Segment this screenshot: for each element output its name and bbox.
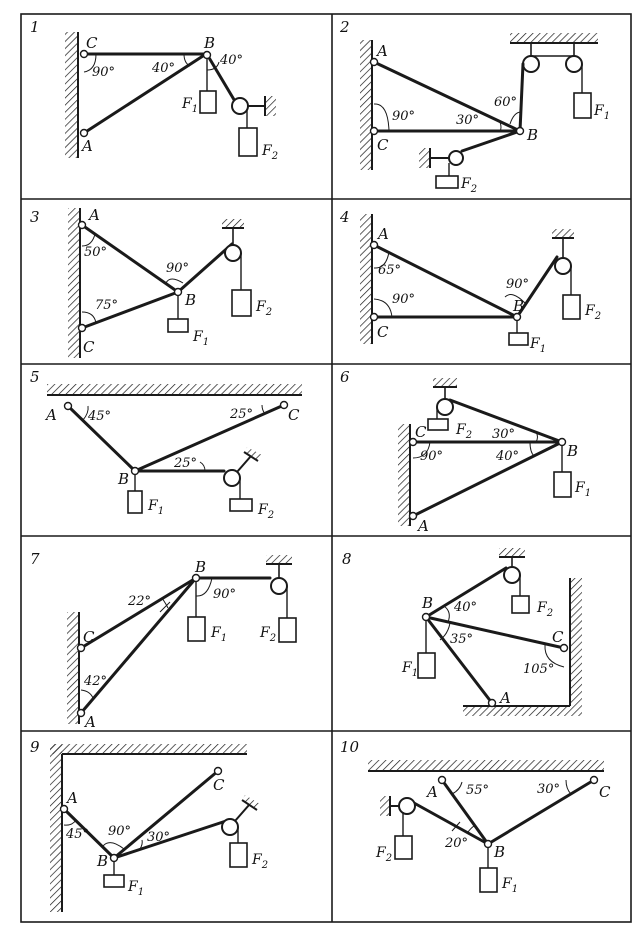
load-box-f2 bbox=[395, 836, 412, 859]
panel-number: 3 bbox=[30, 208, 40, 226]
point-label-b: B bbox=[422, 594, 434, 612]
angle-label: 22° bbox=[128, 594, 152, 609]
point-label-c: C bbox=[83, 338, 95, 356]
angle-label: 90° bbox=[506, 277, 530, 292]
ceiling-support bbox=[499, 548, 525, 557]
angle-label: 40° bbox=[496, 449, 520, 464]
load-box-f2 bbox=[230, 843, 247, 867]
force-label-f1: $F_1$ bbox=[530, 336, 547, 355]
ceiling-support bbox=[510, 33, 598, 43]
load-box-f1 bbox=[418, 653, 435, 678]
rods bbox=[64, 771, 226, 858]
ceiling-support bbox=[552, 229, 574, 238]
load-box-f2 bbox=[239, 128, 257, 156]
point-label-a: A bbox=[377, 42, 388, 60]
wall-support bbox=[360, 214, 372, 344]
panel-8 bbox=[342, 548, 582, 716]
force-label-f1: $F_1$ bbox=[211, 625, 228, 644]
point-label-a: A bbox=[500, 689, 511, 707]
force-label-f2: $F_2$ bbox=[260, 625, 277, 644]
point-label-b: B bbox=[567, 442, 579, 460]
floor-support bbox=[463, 706, 582, 716]
ceiling-support bbox=[266, 555, 292, 564]
ceiling-support bbox=[368, 760, 604, 771]
force-label-f1: $F_1$ bbox=[594, 103, 611, 122]
angle-label: 90° bbox=[420, 449, 444, 464]
point-label-a: A bbox=[427, 783, 438, 801]
pulley bbox=[271, 578, 287, 594]
ceiling-support bbox=[50, 744, 247, 754]
point-label-a: A bbox=[85, 713, 96, 731]
load-box-f2 bbox=[230, 499, 252, 511]
angle-label: 35° bbox=[450, 632, 474, 647]
pulley bbox=[232, 98, 248, 114]
angle-label: 20° bbox=[445, 836, 469, 851]
panel-10 bbox=[340, 738, 611, 895]
panel-number: 4 bbox=[340, 208, 350, 226]
panel-4 bbox=[339, 208, 601, 355]
load-box-f2 bbox=[428, 419, 448, 430]
angle-label: 45° bbox=[88, 409, 112, 424]
angle-label: 40° bbox=[220, 53, 244, 68]
panel-1 bbox=[30, 18, 278, 162]
point-label-c: C bbox=[86, 34, 98, 52]
point-label-b: B bbox=[513, 297, 525, 315]
point-label-a: A bbox=[67, 789, 78, 807]
point-label-b: B bbox=[527, 126, 539, 144]
angle-label: 90° bbox=[166, 261, 190, 276]
panel-7 bbox=[30, 550, 296, 731]
panel-number: 1 bbox=[30, 18, 40, 36]
point-label-b: B bbox=[195, 558, 207, 576]
point-label-a: A bbox=[46, 406, 57, 424]
load-box-f2 bbox=[279, 618, 296, 642]
angle-label: 42° bbox=[84, 674, 108, 689]
panel-number: 10 bbox=[340, 738, 360, 756]
angle-label: 30° bbox=[456, 113, 480, 128]
pulley bbox=[449, 151, 463, 165]
angle-label: 30° bbox=[147, 830, 171, 845]
ceiling-support bbox=[222, 219, 244, 228]
point-label-c: C bbox=[213, 776, 225, 794]
ceiling-support bbox=[433, 378, 457, 387]
wall-support bbox=[570, 578, 582, 706]
point-label-a: A bbox=[82, 137, 93, 155]
rods bbox=[426, 568, 564, 703]
angle-label: 60° bbox=[494, 95, 518, 110]
angle-label: 90° bbox=[92, 65, 116, 80]
load-box-f1 bbox=[168, 319, 188, 332]
panel-2 bbox=[339, 18, 610, 195]
angle-label: 30° bbox=[492, 427, 516, 442]
load-box-f1 bbox=[128, 491, 142, 513]
pulley bbox=[555, 258, 571, 274]
force-label-f1: $F_1$ bbox=[128, 879, 145, 898]
load-box-f1 bbox=[574, 93, 591, 118]
force-label-f2: $F_2$ bbox=[461, 176, 478, 195]
pulley-support bbox=[419, 148, 429, 168]
pulley bbox=[523, 56, 539, 72]
force-label-f2: $F_2$ bbox=[252, 852, 269, 871]
wall-support bbox=[65, 32, 78, 158]
panel-number: 6 bbox=[340, 368, 350, 386]
force-label-f1: $F_1$ bbox=[575, 480, 592, 499]
load-box-f2 bbox=[563, 295, 580, 319]
point-label-a: A bbox=[418, 517, 429, 535]
point-label-c: C bbox=[415, 423, 427, 441]
force-label-f1: $F_1$ bbox=[502, 876, 519, 895]
point-label-c: C bbox=[599, 783, 611, 801]
point-label-c: C bbox=[552, 628, 564, 646]
point-label-b: B bbox=[97, 852, 109, 870]
rods bbox=[81, 578, 270, 713]
panel-number: 2 bbox=[340, 18, 350, 36]
angle-label: 75° bbox=[95, 298, 119, 313]
panel-9 bbox=[30, 738, 268, 912]
pulley bbox=[566, 56, 582, 72]
rods bbox=[414, 780, 594, 844]
force-label-f2: $F_2$ bbox=[456, 422, 473, 441]
point-label-b: B bbox=[118, 470, 130, 488]
force-label-f2: $F_2$ bbox=[537, 600, 554, 619]
force-label-f1: $F_1$ bbox=[148, 498, 165, 517]
wall-support bbox=[68, 208, 80, 358]
angle-label: 25° bbox=[230, 407, 254, 422]
panel-3 bbox=[30, 206, 272, 358]
panel-number: 8 bbox=[342, 550, 352, 568]
force-label-f1: $F_1$ bbox=[402, 660, 419, 679]
panel-number: 9 bbox=[30, 738, 40, 756]
pulley-support bbox=[380, 796, 390, 816]
wall-support bbox=[67, 612, 79, 724]
angle-label: 90° bbox=[392, 109, 416, 124]
joint-b bbox=[204, 52, 211, 59]
pulley bbox=[399, 798, 415, 814]
load-box-f1 bbox=[188, 617, 205, 641]
point-label-b: B bbox=[185, 291, 197, 309]
hinge-a bbox=[81, 130, 88, 137]
force-label-f1: $F_1$ bbox=[193, 329, 210, 348]
point-label-a: A bbox=[89, 206, 100, 224]
load-box-f2 bbox=[512, 596, 529, 613]
wall-support bbox=[398, 424, 410, 526]
angle-label: 30° bbox=[537, 782, 561, 797]
point-label-c: C bbox=[377, 323, 389, 341]
angle-label: 90° bbox=[213, 587, 237, 602]
force-label-f2: $F_2$ bbox=[585, 303, 602, 322]
panel-number: 5 bbox=[30, 368, 40, 386]
panel-number: 7 bbox=[30, 550, 40, 568]
angle-label: 50° bbox=[84, 245, 108, 260]
wall-support bbox=[360, 40, 372, 170]
force-label-f2: $F_2$ bbox=[376, 845, 393, 864]
load-box-f2 bbox=[436, 176, 458, 188]
force-label-f2: $F_2$ bbox=[262, 143, 279, 162]
point-label-c: C bbox=[377, 136, 389, 154]
angle-label: 45° bbox=[66, 827, 90, 842]
angle-label: 105° bbox=[523, 662, 555, 677]
panel-5 bbox=[30, 368, 302, 521]
force-label-f2: $F_2$ bbox=[256, 299, 273, 318]
force-label-f2: $F_2$ bbox=[258, 502, 275, 521]
load-box-f1 bbox=[104, 875, 124, 887]
ceiling-support bbox=[47, 384, 302, 395]
panel-6 bbox=[340, 368, 591, 535]
point-label-c: C bbox=[83, 628, 95, 646]
force-label-f1: $F_1$ bbox=[182, 96, 199, 115]
angle-label: 40° bbox=[454, 600, 478, 615]
load-box-f1 bbox=[509, 333, 528, 345]
point-label-b: B bbox=[204, 34, 216, 52]
load-box-f1 bbox=[200, 91, 216, 113]
point-label-c: C bbox=[288, 406, 300, 424]
point-label-a: A bbox=[378, 225, 389, 243]
angle-label: 90° bbox=[392, 292, 416, 307]
load-box-f1 bbox=[480, 868, 497, 892]
load-box-f2 bbox=[232, 290, 251, 316]
angle-label: 40° bbox=[152, 61, 176, 76]
angle-label: 55° bbox=[466, 783, 490, 798]
pulley bbox=[225, 245, 241, 261]
angle-label: 65° bbox=[378, 263, 402, 278]
load-box-f1 bbox=[554, 472, 571, 497]
angle-label: 25° bbox=[174, 456, 198, 471]
wall-support bbox=[50, 744, 62, 912]
angle-label: 90° bbox=[108, 824, 132, 839]
pulley-support bbox=[266, 96, 276, 116]
point-label-b: B bbox=[494, 843, 506, 861]
